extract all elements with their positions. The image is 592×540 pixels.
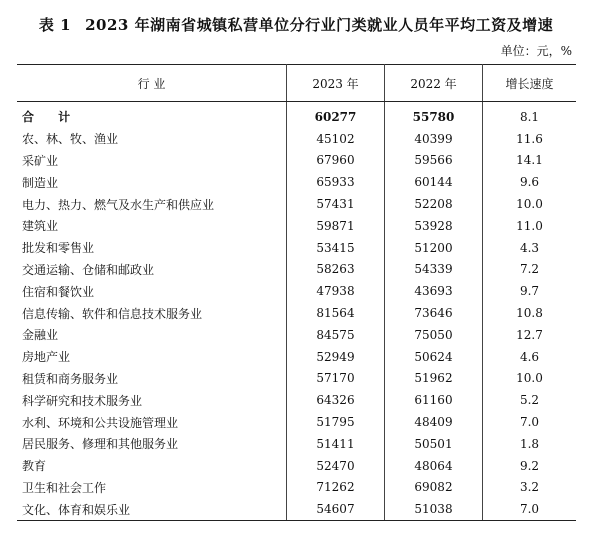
wage-2023-cell: 47938 — [287, 280, 385, 302]
industry-cell: 合 计 — [17, 102, 287, 128]
wage-2023-cell: 52470 — [287, 455, 385, 477]
table-number: 表 1 — [38, 16, 72, 34]
table-row — [17, 302, 576, 324]
wage-2023-cell: 59871 — [287, 215, 385, 237]
table-row — [17, 215, 576, 237]
wage-2023-cell: 58263 — [287, 259, 385, 281]
industry-cell: 教育 — [17, 455, 287, 477]
wage-2022-cell: 43693 — [385, 280, 483, 302]
wage-2023-cell: 51411 — [287, 433, 385, 455]
table-row — [17, 150, 576, 172]
growth-cell: 10.0 — [516, 371, 543, 386]
industry-cell: 电力、热力、燃气及水生产和供应业 — [17, 193, 287, 215]
wage-2023-cell: 57431 — [287, 193, 385, 215]
industry-cell: 批发和零售业 — [17, 237, 287, 259]
industry-cell: 金融业 — [17, 324, 287, 346]
growth-cell: 14.1 — [516, 153, 543, 168]
wage-2022-cell: 73646 — [385, 302, 483, 324]
table-row — [17, 433, 576, 455]
wage-2023-cell: 67960 — [287, 150, 385, 172]
header-growth: 增长速度 — [483, 65, 577, 102]
table-title — [0, 14, 592, 35]
unit-note: 单位：元，% — [500, 44, 572, 58]
wage-2022-cell: 75050 — [385, 324, 483, 346]
growth-cell: 8.1 — [519, 109, 540, 124]
table-row — [17, 193, 576, 215]
industry-cell: 居民服务、修理和其他服务业 — [17, 433, 287, 455]
wage-2022-cell: 51200 — [385, 237, 483, 259]
wage-2023-cell: 54607 — [287, 498, 385, 520]
wage-2022-cell: 69082 — [385, 477, 483, 499]
growth-cell: 10.0 — [516, 197, 543, 212]
wage-2022-cell: 61160 — [385, 389, 483, 411]
growth-cell: 3.2 — [519, 480, 540, 495]
header-2022: 2022 年 — [385, 65, 483, 102]
wage-2023-cell: 57170 — [287, 368, 385, 390]
table-row — [17, 280, 576, 302]
growth-cell: 1.8 — [519, 436, 540, 451]
table-row — [17, 455, 576, 477]
table-row — [17, 259, 576, 281]
wage-2022-cell: 48064 — [385, 455, 483, 477]
growth-cell: 5.2 — [519, 393, 540, 408]
table-row — [17, 171, 576, 193]
growth-cell: 4.3 — [519, 240, 540, 255]
table-title-text: 2023 年湖南省城镇私营单位分行业门类就业人员年平均工资及增速 — [85, 16, 554, 34]
wage-2022-cell: 55780 — [385, 102, 483, 128]
wage-2022-cell: 48409 — [385, 411, 483, 433]
growth-cell: 11.0 — [516, 218, 543, 233]
wage-2022-cell: 40399 — [385, 128, 483, 150]
growth-cell: 7.0 — [483, 498, 577, 520]
growth-cell: 4.6 — [519, 349, 540, 364]
industry-cell: 建筑业 — [17, 215, 287, 237]
industry-cell: 房地产业 — [17, 346, 287, 368]
wage-2023-cell: 65933 — [287, 171, 385, 193]
industry-cell: 文化、体育和娱乐业 — [17, 498, 287, 520]
industry-cell: 农、林、牧、渔业 — [17, 128, 287, 150]
table-row — [17, 128, 576, 150]
wage-2023-cell: 81564 — [287, 302, 385, 324]
wage-2022-cell: 53928 — [385, 215, 483, 237]
growth-cell: 7.0 — [519, 415, 540, 430]
wage-2022-cell: 50624 — [385, 346, 483, 368]
wage-2022-cell: 54339 — [385, 259, 483, 281]
table-row — [17, 368, 576, 390]
wage-2022-cell: 51038 — [385, 498, 483, 520]
growth-cell: 10.8 — [516, 306, 543, 321]
wage-table — [17, 64, 576, 521]
wage-2022-cell: 51962 — [385, 368, 483, 390]
wage-2023-cell: 64326 — [287, 389, 385, 411]
wage-2023-cell: 84575 — [287, 324, 385, 346]
industry-cell: 水利、环境和公共设施管理业 — [17, 411, 287, 433]
growth-cell: 12.7 — [516, 327, 543, 342]
wage-2022-cell: 60144 — [385, 171, 483, 193]
table-row — [17, 237, 576, 259]
industry-cell: 采矿业 — [17, 150, 287, 172]
industry-cell: 住宿和餐饮业 — [17, 280, 287, 302]
growth-cell: 11.6 — [516, 131, 543, 146]
wage-2023-cell: 53415 — [287, 237, 385, 259]
wage-2022-cell: 52208 — [385, 193, 483, 215]
table-row — [17, 346, 576, 368]
table-row — [17, 324, 576, 346]
table-row — [17, 389, 576, 411]
industry-cell: 制造业 — [17, 171, 287, 193]
wage-2023-cell: 60277 — [287, 102, 385, 128]
header-2023: 2023 年 — [287, 65, 385, 102]
growth-cell: 7.2 — [519, 262, 540, 277]
industry-cell: 科学研究和技术服务业 — [17, 389, 287, 411]
wage-2023-cell: 45102 — [287, 128, 385, 150]
table-body — [17, 102, 576, 521]
industry-cell: 交通运输、仓储和邮政业 — [17, 259, 287, 281]
wage-2023-cell: 71262 — [287, 477, 385, 499]
industry-cell: 信息传输、软件和信息技术服务业 — [17, 302, 287, 324]
industry-cell: 租赁和商务服务业 — [17, 368, 287, 390]
wage-2022-cell: 59566 — [385, 150, 483, 172]
wage-2023-cell: 52949 — [287, 346, 385, 368]
table-row — [17, 477, 576, 499]
header-industry: 行 业 — [17, 65, 287, 102]
growth-cell: 9.7 — [519, 284, 540, 299]
growth-cell: 9.2 — [519, 458, 540, 473]
header-row — [17, 65, 576, 102]
table-row — [17, 498, 576, 520]
industry-cell: 卫生和社会工作 — [17, 477, 287, 499]
table-row — [17, 411, 576, 433]
wage-2022-cell: 50501 — [385, 433, 483, 455]
growth-cell: 9.6 — [519, 175, 540, 190]
total-row — [17, 102, 576, 128]
wage-2023-cell: 51795 — [287, 411, 385, 433]
